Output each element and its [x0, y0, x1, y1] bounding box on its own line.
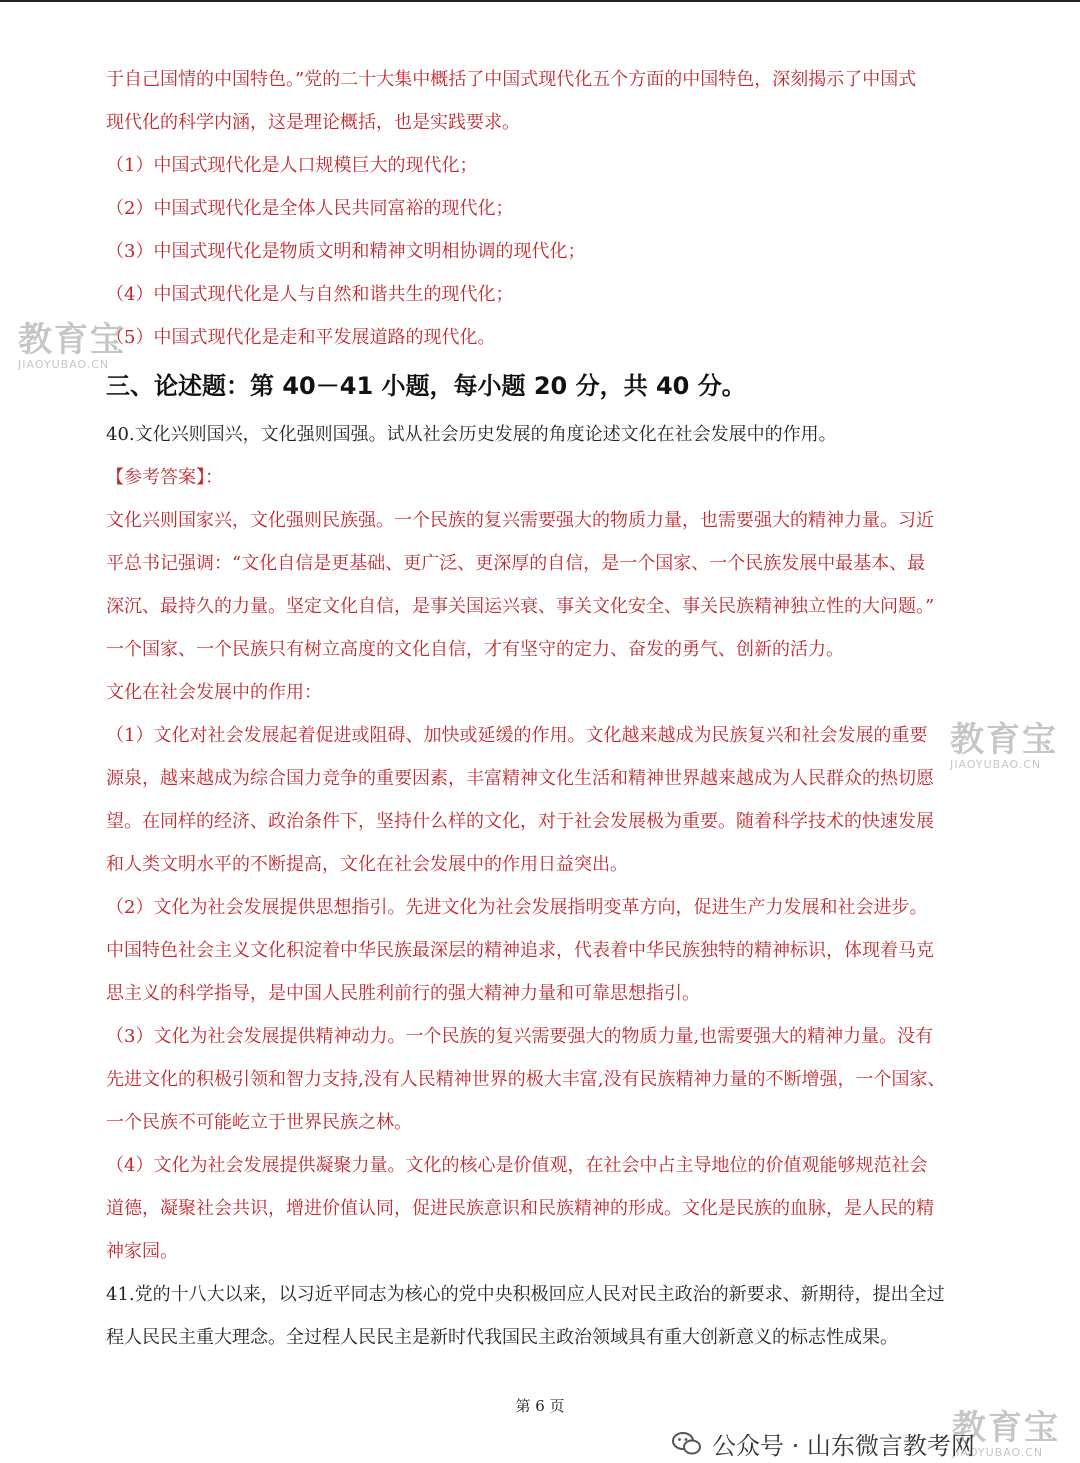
answer-line: 平总书记强调：“文化自信是更基础、更广泛、更深厚的自信，是一个国家、一个民族发展中最基本、最 [106, 553, 926, 574]
watermark-logo [18, 322, 126, 371]
wechat-account-caption [672, 1426, 975, 1461]
answer-line: 思主义的科学指导，是中国人民胜利前行的强大精神力量和可靠思想指引。 [106, 983, 700, 1004]
watermark-domain: JIAOYUBAO.CN [952, 1446, 1044, 1459]
answer-line: 深沉、最持久的力量。坚定文化自信，是事关国运兴衰、事关文化安全、事关民族精神独立性的大问题。” [106, 596, 935, 617]
answer-line: 一个国家、一个民族只有树立高度的文化自信，才有坚守的定力、奋发的勇气、创新的活力。 [106, 639, 844, 660]
watermark-text: 教育宝 [950, 720, 1058, 760]
answer-line: 和人类文明水平的不断提高，文化在社会发展中的作用日益突出。 [106, 854, 628, 875]
question-41: 41.党的十八大以来，以习近平同志为核心的党中央积极回应人民对民主政治的新要求、新期待，提出全过 [106, 1284, 945, 1305]
answer-line: （4）文化为社会发展提供凝聚力量。文化的核心是价值观，在社会中占主导地位的价值观能够规范社会 [106, 1155, 928, 1176]
answer-line: 源泉，越来越成为综合国力竞争的重要因素，丰富精神文化生活和精神世界越来越成为人民群众的热切愿 [106, 768, 934, 789]
answer-line: 一个民族不可能屹立于世界民族之林。 [106, 1112, 412, 1133]
page-number: 第 6 页 [515, 1397, 565, 1415]
document-page [106, 58, 996, 1359]
watermark-text: 教育宝 [952, 1408, 1060, 1448]
answer-line: 神家园。 [106, 1241, 178, 1262]
question-41: 程人民民主重大理念。全过程人民民主是新时代我国民主政治领域具有重大创新意义的标志性成果。 [106, 1327, 898, 1348]
wechat-icon [672, 1431, 702, 1457]
text-line: 现代化的科学内涵，这是理论概括，也是实践要求。 [106, 112, 520, 133]
list-item: （3）中国式现代化是物质文明和精神文明相协调的现代化； [106, 241, 586, 262]
watermark-logo [950, 722, 1058, 771]
answer-line: （1）文化对社会发展起着促进或阻碍、加快或延缓的作用。文化越来越成为民族复兴和社会发展的重要 [106, 725, 928, 746]
list-item: （1）中国式现代化是人口规模巨大的现代化； [106, 155, 478, 176]
answer-line: 先进文化的积极引领和智力支持,没有人民精神世界的极大丰富,没有民族精神力量的不断增强，一个国家、 [106, 1069, 946, 1090]
list-item: （4）中国式现代化是人与自然和谐共生的现代化； [106, 284, 514, 305]
reference-answer-label: 【参考答案】： [106, 467, 223, 488]
watermark-domain: JIAOYUBAO.CN [950, 758, 1042, 771]
top-border [0, 0, 1080, 2]
answer-line: （2）文化为社会发展提供思想指引。先进文化为社会发展指明变革方向，促进生产力发展和社会进步。 [106, 897, 928, 918]
wechat-caption-text: 公众号 · 山东微言教考网 [712, 1432, 975, 1460]
list-item: （2）中国式现代化是全体人民共同富裕的现代化； [106, 198, 514, 219]
question-40: 40.文化兴则国兴，文化强则国强。试从社会历史发展的角度论述文化在社会发展中的作用。 [106, 424, 837, 445]
answer-line: 望。在同样的经济、政治条件下，坚持什么样的文化，对于社会发展极为重要。随着科学技术的快速发展 [106, 811, 934, 832]
answer-line: （3）文化为社会发展提供精神动力。一个民族的复兴需要强大的物质力量,也需要强大的精神力量。没有 [106, 1026, 934, 1047]
watermark-text: 教育宝 [18, 320, 126, 360]
text-line: 于自己国情的中国特色。”党的二十大集中概括了中国式现代化五个方面的中国特色，深刻揭示了中国式 [106, 69, 917, 90]
watermark-domain: JIAOYUBAO.CN [18, 358, 110, 371]
list-item: （5）中国式现代化是走和平发展道路的现代化。 [106, 327, 496, 348]
answer-line: 文化兴则国家兴，文化强则民族强。一个民族的复兴需要强大的物质力量，也需要强大的精神力量。习近 [106, 510, 934, 531]
answer-line: 文化在社会发展中的作用： [106, 682, 322, 703]
answer-line: 道德，凝聚社会共识，增进价值认同，促进民族意识和民族精神的形成。文化是民族的血脉，是人民的精 [106, 1198, 934, 1219]
section-heading: 三、论述题：第 40－41 小题，每小题 20 分，共 40 分。 [106, 372, 746, 400]
answer-line: 中国特色社会主义文化积淀着中华民族最深层的精神追求，代表着中华民族独特的精神标识，体现着马克 [106, 940, 934, 961]
